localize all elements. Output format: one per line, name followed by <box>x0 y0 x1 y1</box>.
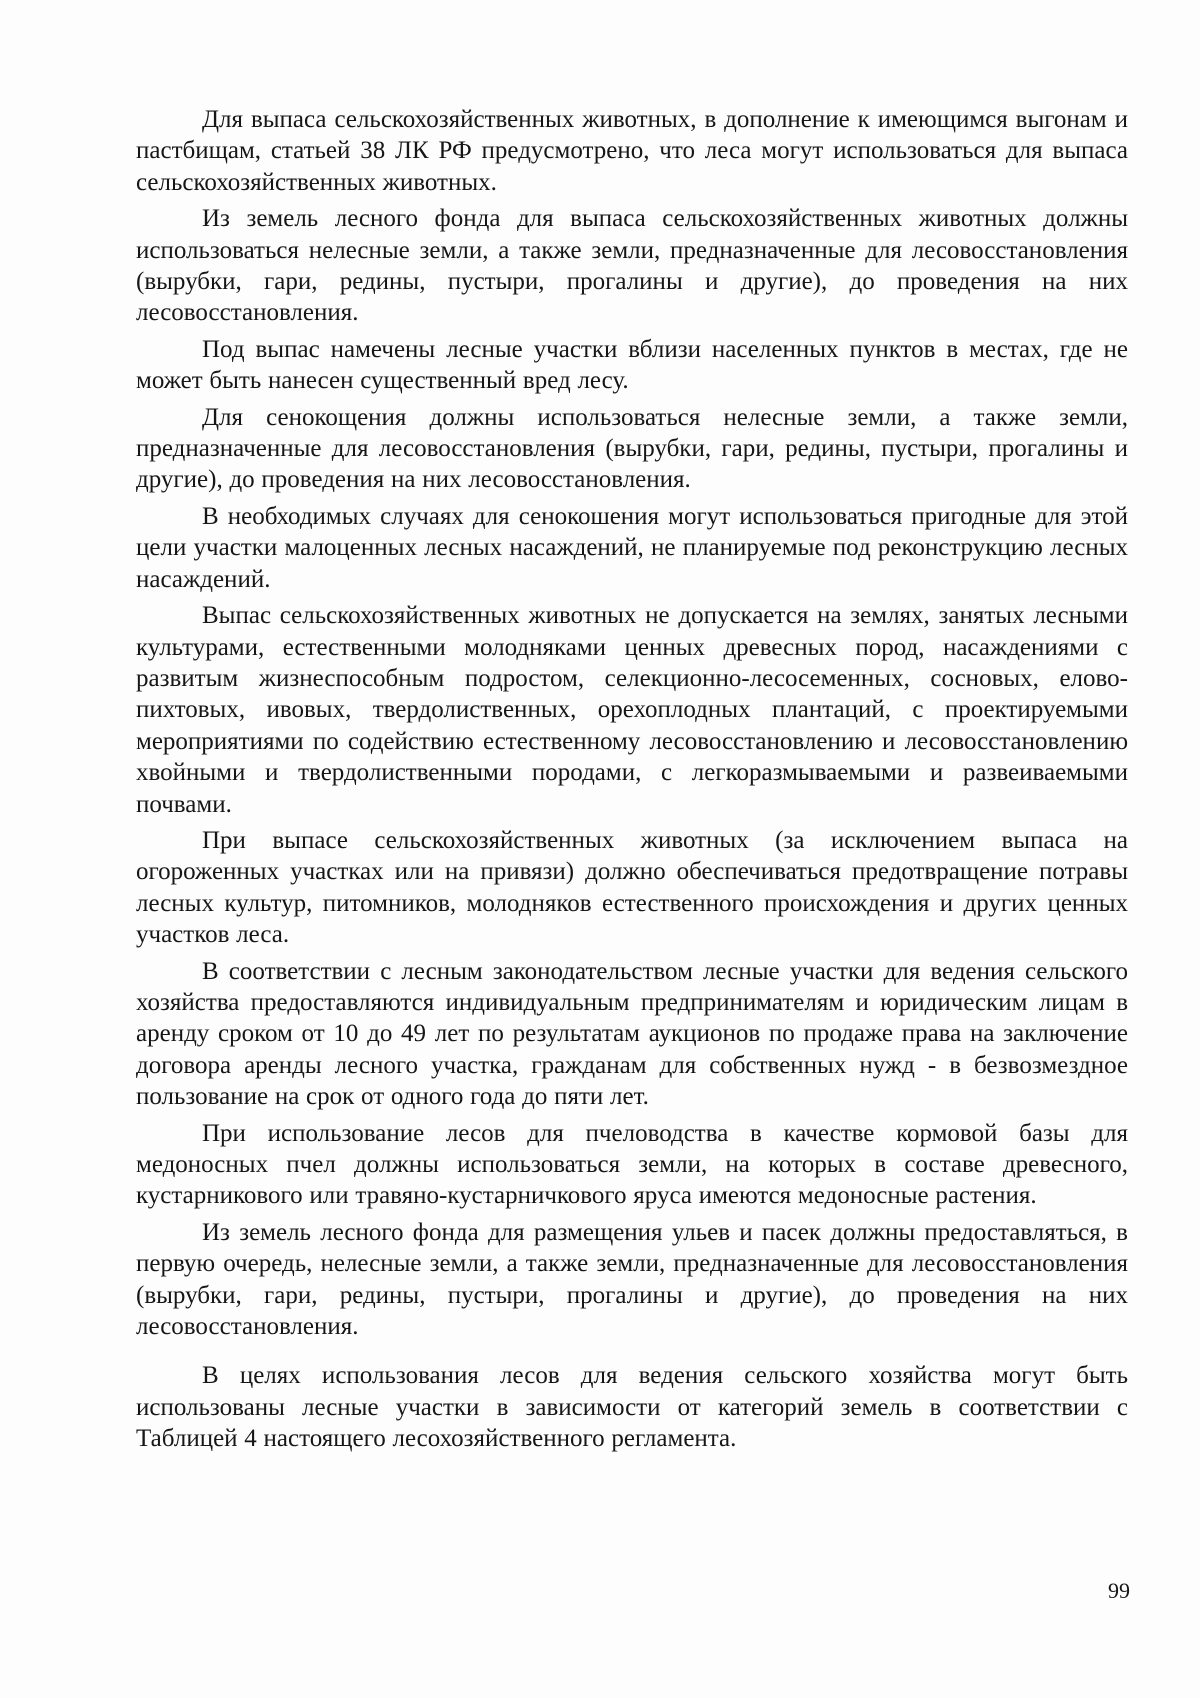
paragraph-grazing-areas: Под выпас намечены лесные участки вблизи населенных пунктов в местах, где не может быть нанесен существенный вред лесу. <box>136 335 1128 395</box>
paragraph-grazing-restrictions: Выпас сельскохозяйственных животных не допускается на землях, занятых лесными культурами, естественными молодняками ценных древесных пород, насаждениями с развитым жизнеспособным подростом, селекционно-лесосеменных, сосновых, елово-пихтовых, ивовых, твердолиственных, орехоплодных плантаций, с проектируемыми мероприятиями по содействию естественному лесовосстановлению и лесовосстановлению хвойными и твердолиственными породами, с легкоразмываемыми и развеиваемыми почвами. <box>136 602 1128 818</box>
paragraph-beekeeping: При использование лесов для пчеловодства в качестве кормовой базы для медоносных пчел должны использоваться земли, на которых в составе древесного, кустарникового или травяно-кустарничкового яруса имеются медоносные растения. <box>136 1119 1128 1210</box>
paragraph-grazing-protection: При выпасе сельскохозяйственных животных (за исключением выпаса на огороженных участках или на привязи) должно обеспечиваться предотвращение потравы лесных культур, питомников, молодняков естественного происхождения и других ценных участков леса. <box>136 826 1128 949</box>
paragraph-haymaking-lands: Для сенокощения должны использоваться нелесные земли, а также земли, предназначенные для лесовосстановления (вырубки, гари, редины, пустыри, прогалины и другие), до проведения на них лесовосстановления. <box>136 403 1128 494</box>
paragraph-lease-terms: В соответствии с лесным законодательством лесные участки для ведения сельского хозяйства предоставляются индивидуальным предпринимателям и юридическим лицам в аренду сроком от 10 до 49 лет по результатам аукционов по продаже права на заключение договора аренды лесного участка, гражданам для собственных нужд - в безвозмездное пользование на срок от одного года до пяти лет. <box>136 957 1128 1111</box>
document-body <box>136 104 1128 1460</box>
paragraph-grazing-lands: Из земель лесного фонда для выпаса сельскохозяйственных животных должны использоваться нелесные земли, а также земли, предназначенные для лесовосстановления (вырубки, гари, редины, пустыри, прогалины и другие), до проведения на них лесовосстановления. <box>136 205 1128 327</box>
paragraph-table-reference: В целях использования лесов для ведения сельского хозяйства могут быть использованы лесные участки в зависимости от категорий земель в соответствии с Таблицей 4 настоящего лесохозяйственного регламента. <box>136 1362 1128 1453</box>
paragraph-apiary-lands: Из земель лесного фонда для размещения ульев и пасек должны предоставляться, в первую очередь, нелесные земли, а также земли, предназначенные для лесовосстановления (вырубки, гари, редины, пустыри, прогалины и другие), до проведения на них лесовосстановления. <box>136 1218 1128 1341</box>
paragraph-haymaking-cases: В необходимых случаях для сенокошения могут использоваться пригодные для этой цели участки малоценных лесных насаждений, не планируемые под реконструкцию лесных насаждений. <box>136 502 1128 593</box>
page-number: 99 <box>1108 1578 1130 1603</box>
paragraph-grazing-intro: Для выпаса сельскохозяйственных животных, в дополнение к имеющимся выгонам и пастбищам, статьей 38 ЛК РФ предусмотрено, что леса могут использоваться для выпаса сельскохозяйственных животных. <box>136 106 1128 196</box>
